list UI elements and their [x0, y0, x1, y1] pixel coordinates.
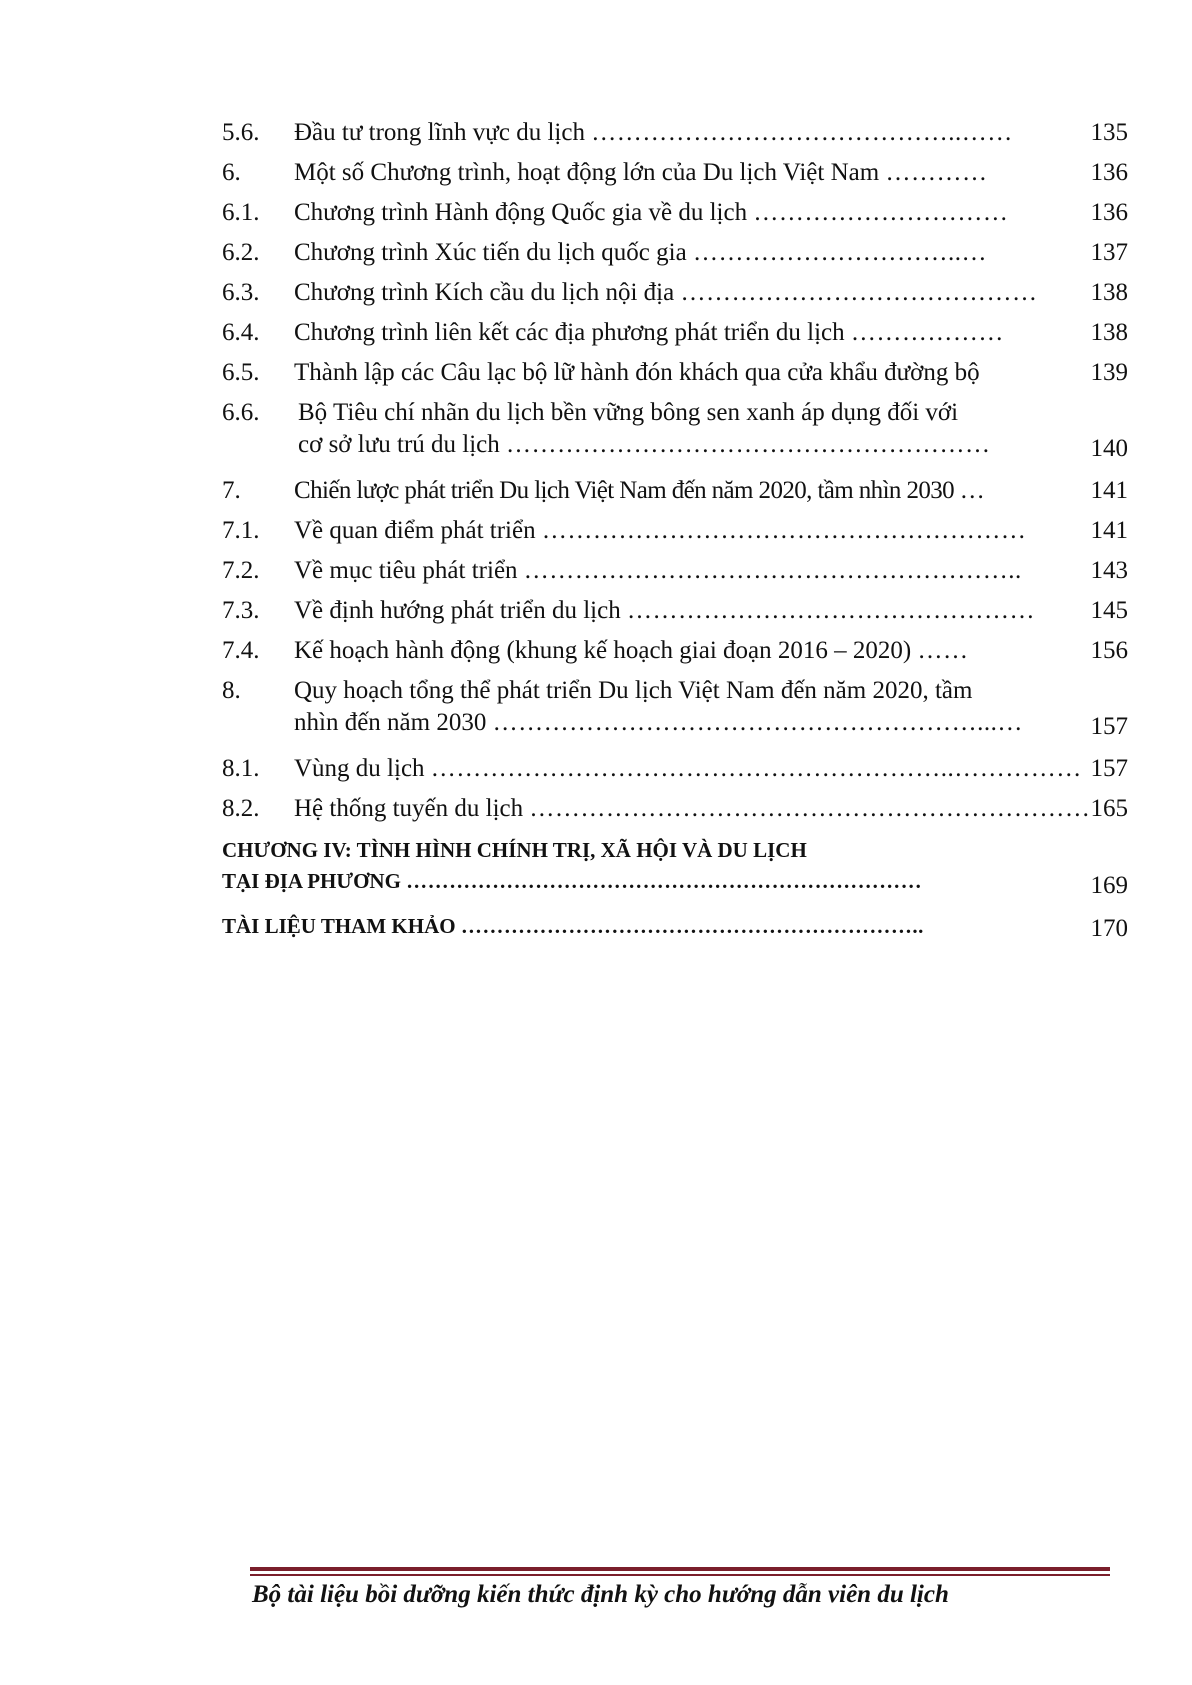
toc-page: 157	[1090, 713, 1128, 740]
chapter-title-continued: TẠI ĐỊA PHƯƠNG	[222, 869, 401, 893]
toc-page: 136	[1090, 159, 1128, 186]
toc-title: Hệ thống tuyến du lịch	[294, 795, 524, 822]
toc-number: 7.	[222, 477, 241, 504]
toc-number: 8.	[222, 677, 241, 704]
toc-title-continued: cơ sở lưu trú du lịch	[298, 431, 500, 458]
toc-title: Chương trình Xúc tiến du lịch quốc gia	[294, 239, 687, 266]
footer-caption: Bộ tài liệu bồi dưỡng kiến thức định kỳ cho hướng dẫn viên du lịch	[252, 1581, 949, 1608]
toc-page: 141	[1090, 517, 1128, 544]
toc-title: Đầu tư trong lĩnh vực du lịch	[294, 119, 585, 146]
toc-leader: ……	[917, 637, 969, 664]
toc-leader: …	[959, 477, 986, 504]
toc-number: 6.	[222, 159, 241, 186]
footer-rule-thick	[250, 1567, 1110, 1571]
toc-title: Chương trình liên kết các địa phương phát triển du lịch	[294, 319, 845, 346]
toc-title: Vùng du lịch	[294, 755, 425, 782]
toc-page: 143	[1090, 557, 1128, 584]
toc-leader: ………………	[850, 319, 1004, 346]
toc-leader: ……………………………………..……	[591, 119, 1013, 146]
toc-page: 145	[1090, 597, 1128, 624]
toc-number: 6.3.	[222, 279, 260, 306]
toc-page: 137	[1090, 239, 1128, 266]
toc-title: Thành lập các Câu lạc bộ lữ hành đón khách qua cửa khẩu đường bộ	[294, 359, 980, 386]
toc-leader: …………………………………………	[626, 597, 1035, 624]
toc-leader: ……………………………………………………..……………	[430, 755, 1082, 782]
footer-rule-thin	[250, 1574, 1110, 1576]
toc-chapter-entry	[222, 834, 1128, 906]
toc-number: 6.1.	[222, 199, 260, 226]
toc-page: 157	[1090, 755, 1128, 782]
toc-page: 140	[1090, 435, 1128, 462]
toc-leader: …………………………………………………	[506, 431, 991, 458]
toc-leader: ………………………………………………………..	[460, 914, 924, 938]
toc-page: 156	[1090, 637, 1128, 664]
toc-page: 138	[1090, 279, 1128, 306]
toc-title: Kế hoạch hành động (khung kế hoạch giai đoạn 2016 – 2020)	[294, 637, 912, 664]
toc-number: 8.2.	[222, 795, 260, 822]
toc-number: 7.3.	[222, 597, 260, 624]
toc-number: 8.1.	[222, 755, 260, 782]
toc-title: Một số Chương trình, hoạt động lớn của Du lịch Việt Nam	[294, 159, 880, 186]
toc-number: 5.6.	[222, 119, 260, 146]
toc-number: 6.5.	[222, 359, 260, 386]
toc-leader: …………………………………………………	[541, 517, 1027, 544]
toc-page: 169	[1090, 872, 1128, 899]
toc-number: 7.1.	[222, 517, 260, 544]
toc-title: Chiến lược phát triển Du lịch Việt Nam đến năm 2020, tầm nhìn 2030	[294, 477, 955, 504]
toc-page: 141	[1090, 477, 1128, 504]
toc-number: 6.2.	[222, 239, 260, 266]
toc-title: Bộ Tiêu chí nhãn du lịch bền vững bông sen xanh áp dụng đối với	[298, 399, 959, 426]
toc-number: 7.2.	[222, 557, 260, 584]
references-title: TÀI LIỆU THAM KHẢO	[222, 914, 456, 938]
toc-title: Về định hướng phát triển du lịch	[294, 597, 621, 624]
toc-title: Chương trình Hành động Quốc gia về du lịch	[294, 199, 748, 226]
toc-entry	[222, 675, 1128, 747]
chapter-title: CHƯƠNG IV: TÌNH HÌNH CHÍNH TRỊ, XÃ HỘI VÀ DU LỊCH	[222, 838, 807, 862]
toc-leader: …………………………………………………..	[523, 557, 1022, 584]
toc-title: Chương trình Kích cầu du lịch nội địa	[294, 279, 675, 306]
toc-leader: …………………………..…	[692, 239, 987, 266]
toc-number: 7.4.	[222, 637, 260, 664]
toc-page: 136	[1090, 199, 1128, 226]
toc-leader: …………	[885, 159, 988, 186]
toc-title: Quy hoạch tổng thể phát triển Du lịch Việt Nam đến năm 2020, tầm	[294, 677, 973, 704]
toc-title: Về mục tiêu phát triển	[294, 557, 518, 584]
toc-leader: ………………………………………………………………	[406, 869, 923, 893]
toc-number: 6.6.	[222, 399, 260, 426]
toc-leader: …………………………	[753, 199, 1009, 226]
toc-entry	[222, 397, 1128, 469]
toc-page: 165	[1090, 795, 1128, 822]
toc-leader: ……………………………………	[680, 279, 1038, 306]
toc-number: 6.4.	[222, 319, 260, 346]
toc-title: Về quan điểm phát triển	[294, 517, 536, 544]
toc-leader: …………………………………………………...…	[492, 709, 1023, 736]
toc-title-continued: nhìn đến năm 2030	[294, 709, 487, 736]
toc-page: 138	[1090, 319, 1128, 346]
toc-page: 170	[1090, 915, 1128, 942]
toc-page: 139	[1090, 359, 1128, 386]
toc-leader: …………………………………………………………	[529, 795, 1091, 822]
toc-page: 135	[1090, 119, 1128, 146]
